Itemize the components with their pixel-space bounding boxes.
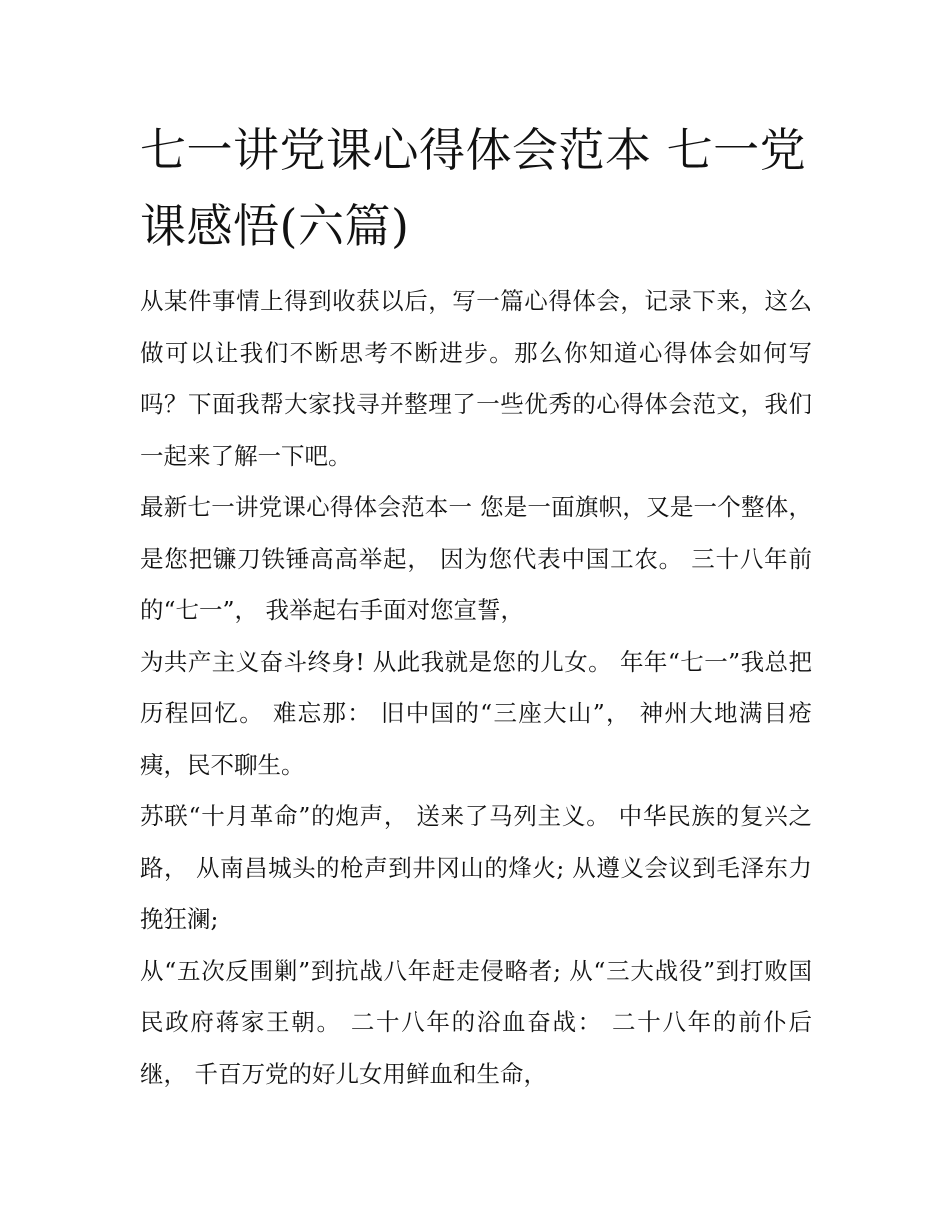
paragraph-intro: 从某件事情上得到收获以后，写一篇心得体会，记录下来，这么做可以让我们不断思考不断进步。那么你知道心得体会如何写吗？下面我帮大家找寻并整理了一些优秀的心得体会范文，我们一起来了解一下吧。 xyxy=(140,287,812,470)
document-page xyxy=(140,112,812,1100)
paragraph-3: 苏联“十月革命”的炮声， 送来了马列主义。 中华民族的复兴之路， 从南昌城头的枪声到井冈山的烽火; 从遵义会议到毛泽东力挽狂澜; xyxy=(140,802,812,933)
paragraph-2: 为共产主义奋斗终身! 从此我就是您的儿女。 年年“七一”我总把历程回忆。 难忘那： 旧中国的“三座大山”， 神州大地满目疮痍，民不聊生。 xyxy=(140,647,812,779)
document-title: 七一讲党课心得体会范本 七一党课感悟(六篇) xyxy=(140,123,807,253)
paragraph-4: 从“五次反围剿”到抗战八年赶走侵略者; 从“三大战役”到打败国民政府蒋家王朝。 二十八年的浴血奋战： 二十八年的前仆后继， 千百万党的好儿女用鲜血和生命， xyxy=(140,956,812,1088)
paragraph-1: 最新七一讲党课心得体会范本一 您是一面旗帜，又是一个整体， 是您把镰刀铁锤高高举起， 因为您代表中国工农。 三十八年前的“七一”， 我举起右手面对您宣誓， xyxy=(140,493,812,624)
